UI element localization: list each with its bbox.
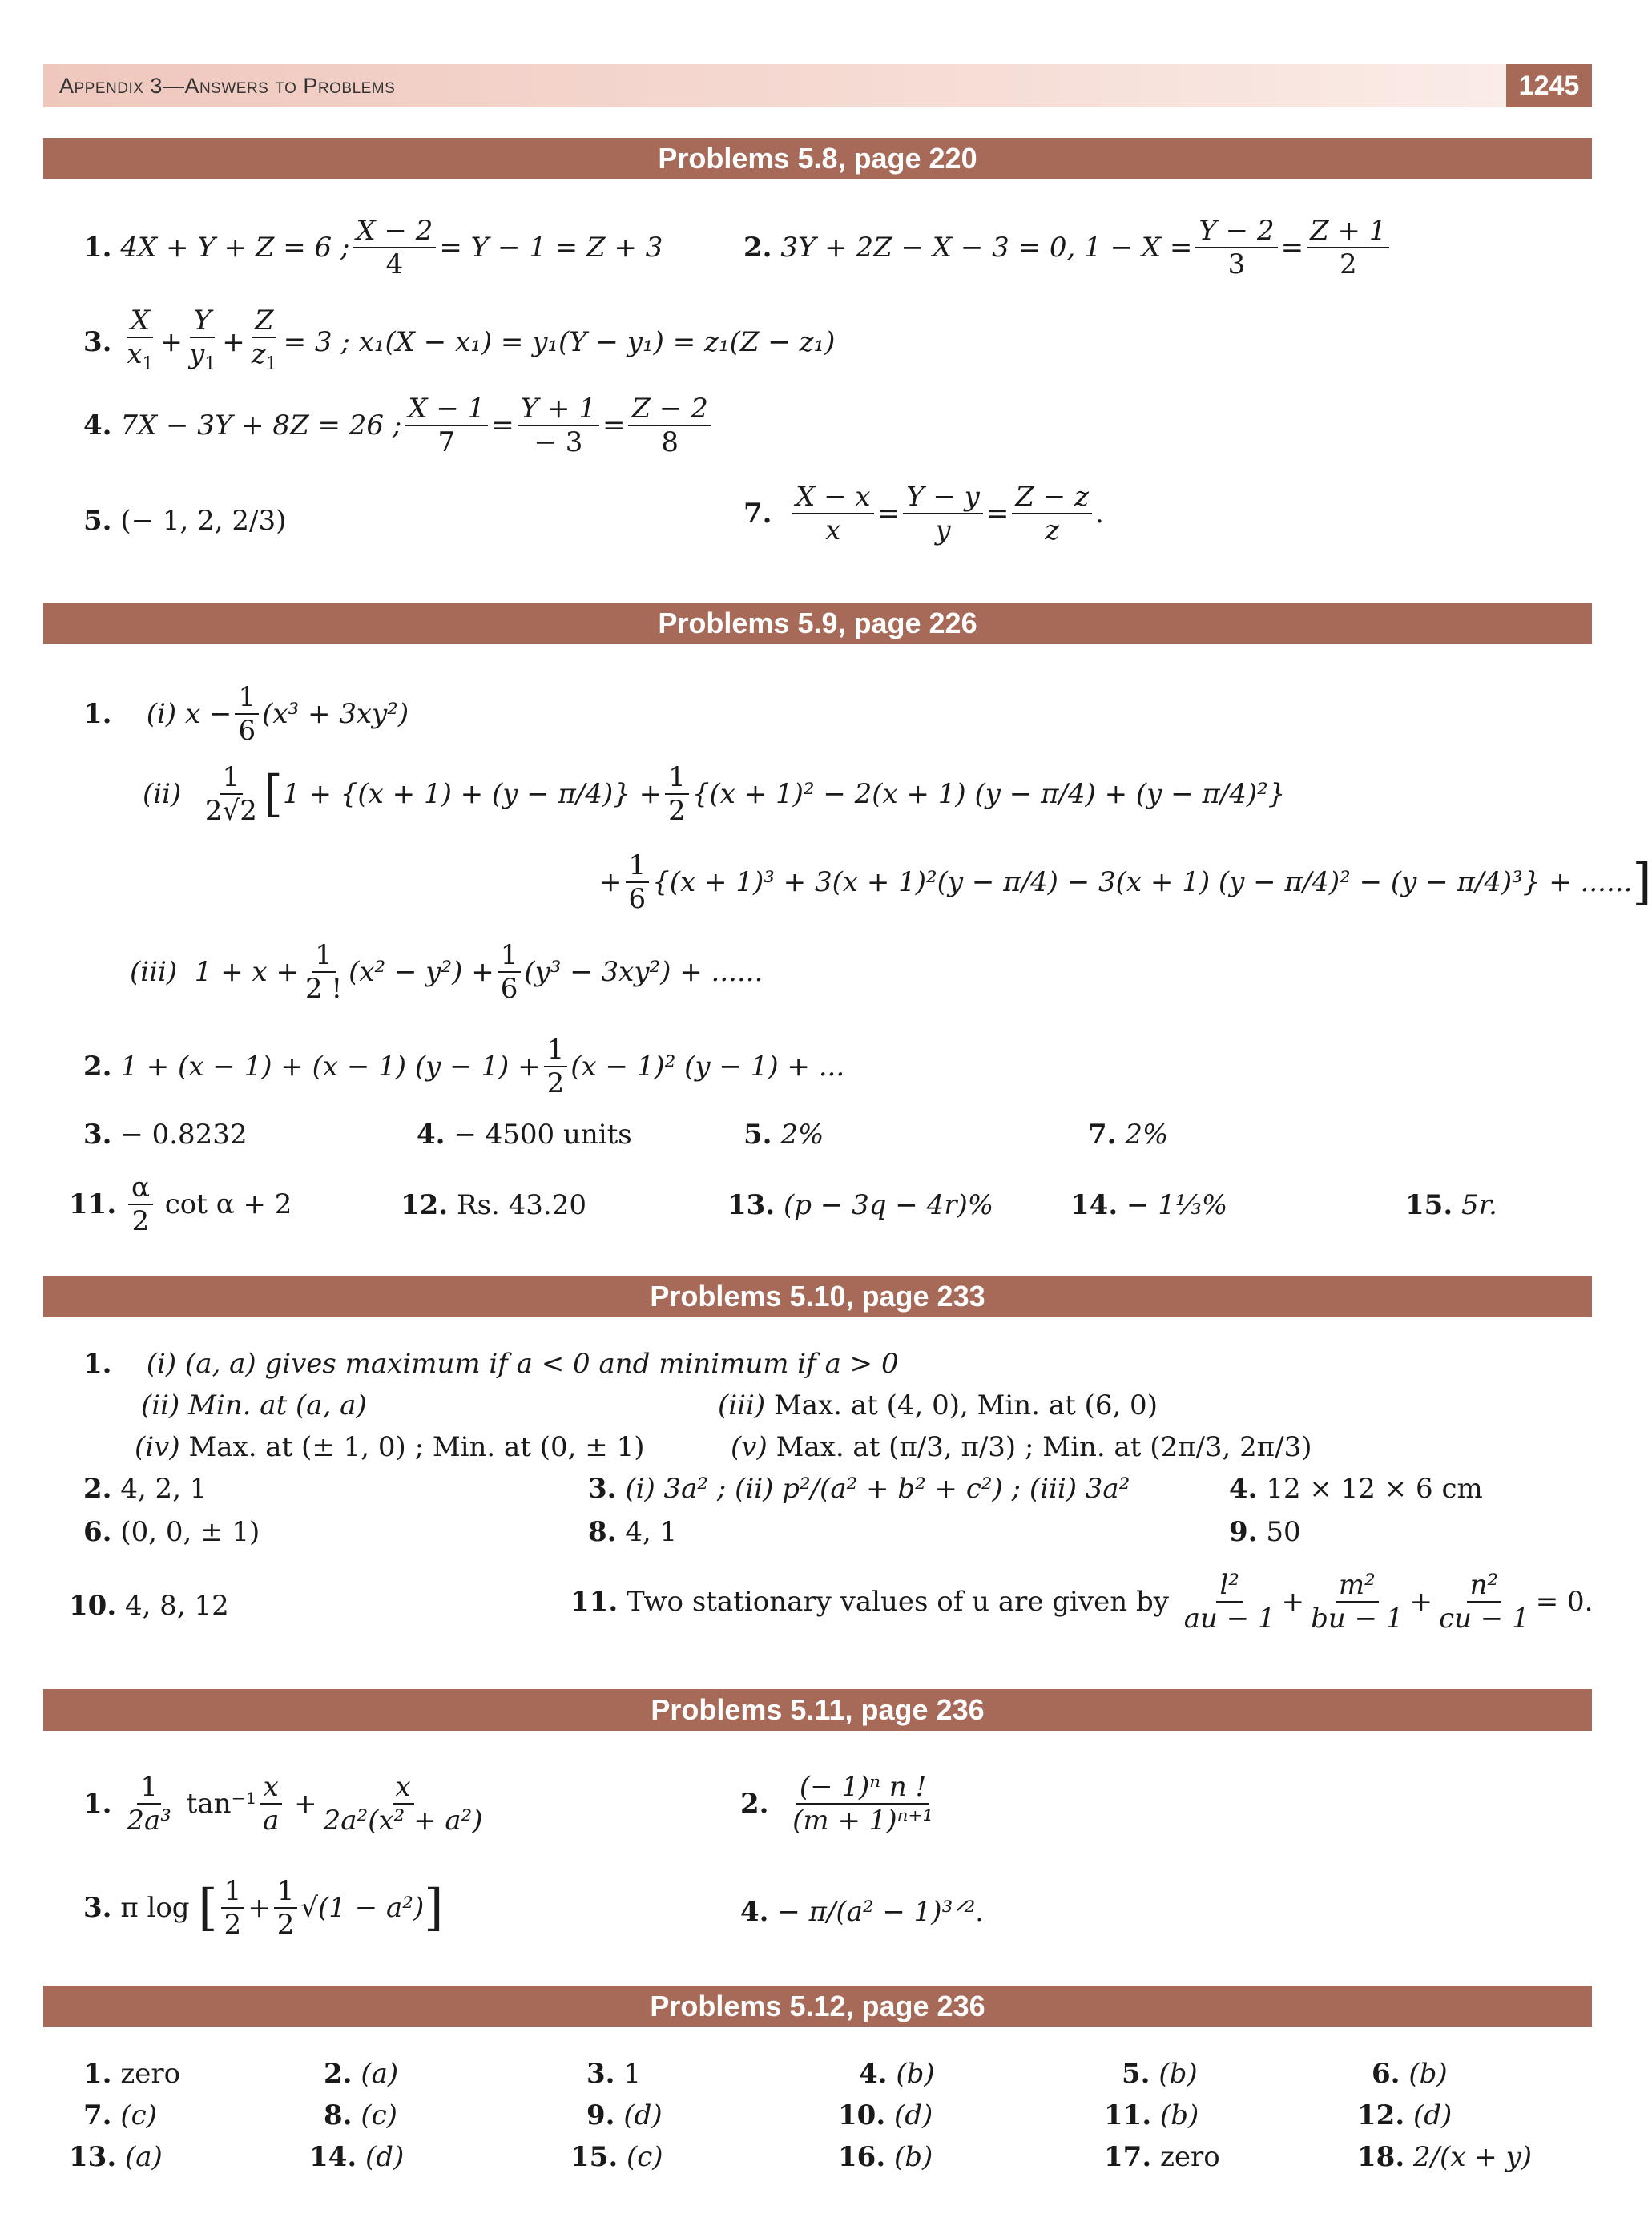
mcq-answer: 1. zero xyxy=(83,2058,181,2090)
answer-5-8-5: 5. (− 1, 2, 2/3) xyxy=(83,505,287,537)
mcq-answer: 9. (d) xyxy=(586,2099,663,2131)
mcq-answer: 17. zero xyxy=(1104,2141,1220,2173)
answer-5-9-12: 12. Rs. 43.20 xyxy=(401,1189,586,1221)
answer-5-9-3: 3. − 0.8232 xyxy=(83,1119,248,1151)
answer-5-9-14: 14. − 1⅓% xyxy=(1070,1189,1228,1221)
answer-5-8-3: 3. $\frac{X}{x_1}$ + $\frac{Y}{y_1}$ + $\frac{Z}{z_1}$ = 3 ; x₁(X − x₁) = y₁(Y − y₁) = z₁(Z − z₁) xyxy=(83,304,836,374)
answer-5-9-13: 13. (p − 3q − 4r)% xyxy=(727,1189,994,1221)
mcq-answer: 11. (b) xyxy=(1104,2099,1199,2131)
answer-5-10-1-ii: (ii) Min. at (a, a) xyxy=(141,1389,367,1422)
section-title: Problems 5.9, page 226 xyxy=(43,603,1592,644)
section-title: Problems 5.11, page 236 xyxy=(43,1689,1592,1731)
mcq-answer: 7. (c) xyxy=(83,2099,157,2131)
answer-5-9-11: 11. $\frac{\alpha}{2}$ cot α + 2 xyxy=(69,1171,292,1237)
answer-5-10-6: 6. (0, 0, ± 1) xyxy=(83,1516,260,1548)
mcq-answer: 12. (d) xyxy=(1357,2099,1453,2131)
section-title: Problems 5.12, page 236 xyxy=(43,1986,1592,2027)
answer-5-10-8: 8. 4, 1 xyxy=(588,1516,678,1548)
answer-5-10-4: 4. 12 × 12 × 6 cm xyxy=(1229,1473,1483,1505)
answer-5-9-2: 2. 1 + (x − 1) + (x − 1) (y − 1) + $\frac{1}{2}$ (x − 1)² (y − 1) + ... xyxy=(83,1034,845,1099)
answer-5-11-1: 1. $\frac{1}{\text{2a³}}$ tan⁻¹ $\frac{x}{a}$ + $\frac{x}{\text{2a²(x² + a²)}}$ xyxy=(83,1771,483,1837)
mcq-answer: 8. (c) xyxy=(324,2099,397,2131)
answer-5-9-4: 4. − 4500 units xyxy=(417,1119,632,1151)
answer-5-8-1: 1. 4X + Y + Z = 6 ; $\frac{X - 2}{4}$ = Y − 1 = Z + 3 xyxy=(83,215,663,280)
answer-5-10-11: 11. Two stationary values of u are given by $\frac{\text{l²}}{au - 1}$ + $\frac{\text{m²}}{bu - 1}$ + $\frac{\text{n²}}{cu - 1}$ = 0. xyxy=(570,1569,1594,1635)
answer-5-10-3: 3. (i) 3a² ; (ii) p²/(a² + b² + c²) ; (iii) 3a² xyxy=(588,1473,1130,1505)
answer-5-11-3: 3. π log [ $\frac{1}{2}$ + $\frac{1}{2}$ √(1 − a²) ] xyxy=(83,1875,444,1941)
running-header xyxy=(43,64,1592,107)
answer-5-8-7: 7. $\frac{X - x}{x}$ = $\frac{Y - y}{y}$ = $\frac{Z - z}{z}$ . xyxy=(743,481,1104,546)
mcq-answer: 18. 2/(x + y) xyxy=(1357,2141,1533,2173)
answer-5-9-1-iii: (iii) 1 + x + $\frac{1}{2 !}$ (x² − y²) + $\frac{1}{6}$ (y³ − 3xy²) + ...... xyxy=(130,939,764,1005)
answer-5-9-1-ii: (ii) $\frac{1}{2√2}$ [ 1 + {(x + 1) + (y − π/4)} + $\frac{1}{2}$ {(x + 1)² − 2(x + 1) (y − π/4) + (y − π/4)²} xyxy=(143,761,1286,827)
running-header-title: Appendix 3—Answers to Problems xyxy=(59,74,396,98)
answer-5-10-1-v: (v) Max. at (π/3, π/3) ; Min. at (2π/3, 2π/3) xyxy=(731,1431,1312,1463)
mcq-answer: 10. (d) xyxy=(838,2099,933,2131)
mcq-answer: 13. (a) xyxy=(69,2141,163,2173)
answer-5-9-5: 5. 2% xyxy=(743,1119,824,1151)
answer-5-9-1-ii-cont: + $\frac{1}{6}$ {(x + 1)³ + 3(x + 1)²(y − π/4) − 3(x + 1) (y − π/4)² − (y − π/4)³} + ...... ] xyxy=(599,849,1652,915)
answer-5-10-2: 2. 4, 2, 1 xyxy=(83,1473,208,1505)
mcq-answer: 14. (d) xyxy=(309,2141,405,2173)
answer-5-10-1-i: 1. (i) (a, a) gives maximum if a < 0 and minimum if a > 0 xyxy=(83,1348,899,1380)
answer-5-10-1-iv: (iv) Max. at (± 1, 0) ; Min. at (0, ± 1) xyxy=(135,1431,645,1463)
answer-5-9-15: 15. 5r. xyxy=(1405,1189,1497,1221)
answer-5-9-1-i: 1. (i) x − $\frac{1}{6}$ (x³ + 3xy²) xyxy=(83,681,409,747)
mcq-answer: 15. (c) xyxy=(570,2141,663,2173)
section-title: Problems 5.8, page 220 xyxy=(43,138,1592,179)
answer-5-9-7: 7. 2% xyxy=(1088,1119,1169,1151)
answer-5-10-9: 9. 50 xyxy=(1229,1516,1301,1548)
mcq-answer: 3. 1 xyxy=(586,2058,641,2090)
answer-5-8-4: 4. 7X − 3Y + 8Z = 26 ; $\frac{X - 1}{7}$ = $\frac{Y + 1}{- 3}$ = $\frac{Z - 2}{8}$ xyxy=(83,393,715,458)
mcq-answer: 16. (b) xyxy=(838,2141,933,2173)
answer-5-8-2: 2. 3Y + 2Z − X − 3 = 0, 1 − X = $\frac{Y - 2}{3}$ = $\frac{Z + 1}{2}$ xyxy=(743,215,1392,280)
mcq-answer: 5. (b) xyxy=(1122,2058,1198,2090)
answer-5-10-1-iii: (iii) Max. at (4, 0), Min. at (6, 0) xyxy=(718,1389,1158,1422)
mcq-answer: 6. (b) xyxy=(1372,2058,1448,2090)
answer-5-11-4: 4. − π/(a² − 1)³ᐟ². xyxy=(740,1896,985,1928)
mcq-answer: 4. (b) xyxy=(859,2058,935,2090)
answer-5-10-10: 10. 4, 8, 12 xyxy=(69,1590,229,1622)
section-title: Problems 5.10, page 233 xyxy=(43,1276,1592,1317)
answer-5-11-2: 2. $\frac{\text{(− 1)ⁿ n !}}{\text{(m + 1)ⁿ⁺¹}}$ xyxy=(740,1771,933,1837)
page-number: 1245 xyxy=(1506,64,1592,107)
mcq-answer: 2. (a) xyxy=(324,2058,399,2090)
